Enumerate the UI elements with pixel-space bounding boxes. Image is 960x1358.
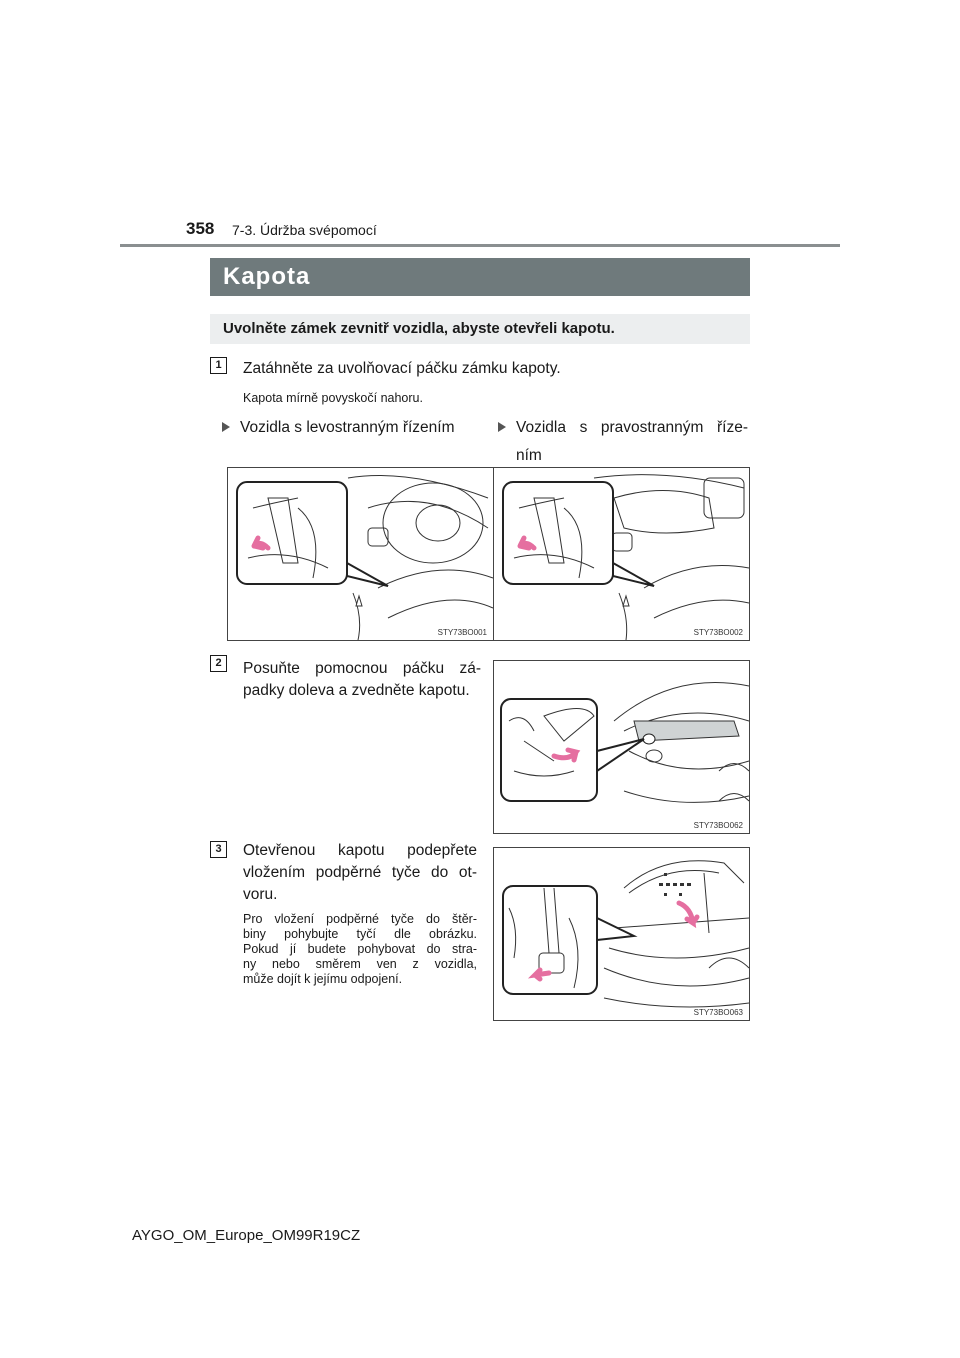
- figure-lhd-release-lever: [227, 467, 494, 641]
- step-3-text: [243, 840, 477, 906]
- step-2-line-2: padky doleva a zvedněte kapotu.: [243, 682, 470, 699]
- subheading-band: [210, 314, 750, 344]
- step-3-note-3: Pokud jí budete pohybovat do stra-: [243, 942, 477, 956]
- step-3-badge: 3: [210, 841, 227, 858]
- step-3-note-5: může dojít k jejímu odpojení.: [243, 972, 403, 986]
- document-footer: AYGO_OM_Europe_OM99R19CZ: [132, 1227, 361, 1244]
- page-title: Kapota: [223, 263, 311, 290]
- figure-support-rod: [493, 847, 750, 1021]
- figure-code: STY73BO001: [437, 628, 487, 637]
- step-3-note: [243, 912, 477, 987]
- triangle-bullet-icon: [222, 422, 230, 432]
- figure-rhd-release-lever: [493, 467, 750, 641]
- figure-code: STY73BO062: [693, 821, 743, 830]
- section-title: 7-3. Údržba svépomocí: [232, 222, 377, 238]
- variant-left-label: Vozidla s levostranným řízením: [240, 419, 455, 436]
- triangle-bullet-icon: [498, 422, 506, 432]
- step-3-note-1: Pro vložení podpěrné tyče do štěr-: [243, 912, 477, 926]
- step-3-note-4: ny nebo směrem ven z vozidla,: [243, 957, 477, 971]
- page-number: 358: [186, 219, 215, 238]
- step-1-text: Zatáhněte za uvolňovací páčku zámku kapoty.: [243, 360, 561, 377]
- figure-code: STY73BO002: [693, 628, 743, 637]
- step-3-note-2: biny pohybujte tyčí dle obrázku.: [243, 927, 477, 941]
- figure-auxiliary-catch: [493, 660, 750, 834]
- figure-code: STY73BO063: [693, 1008, 743, 1017]
- step-3-line-3: voru.: [243, 886, 278, 903]
- step-1-badge: 1: [210, 357, 227, 374]
- step-1-note: Kapota mírně povyskočí nahoru.: [243, 391, 423, 405]
- step-2-text: [243, 658, 481, 702]
- car-front-illustration: [494, 661, 751, 835]
- subheading: Uvolněte zámek zevnitř vozidla, abyste otevřeli kapotu.: [223, 320, 615, 337]
- step-2-badge: 2: [210, 655, 227, 672]
- variant-right-label-2: ním: [516, 447, 542, 464]
- variant-left-hand-drive: [222, 414, 455, 442]
- heading-band: [210, 258, 750, 296]
- variant-right-hand-drive: [498, 414, 748, 470]
- dashboard-illustration: [228, 468, 495, 642]
- variant-right-label-1: Vozidla s pravostranným říze-: [516, 419, 748, 436]
- step-3-line-1: Otevřenou kapotu podepřete: [243, 842, 477, 859]
- open-hood-illustration: [494, 848, 751, 1022]
- step-2-line-1: Posuňte pomocnou páčku zá-: [243, 660, 481, 677]
- step-3-line-2: vložením podpěrné tyče do ot-: [243, 864, 477, 881]
- dashboard-illustration: [494, 468, 751, 642]
- header-rule: [120, 244, 840, 247]
